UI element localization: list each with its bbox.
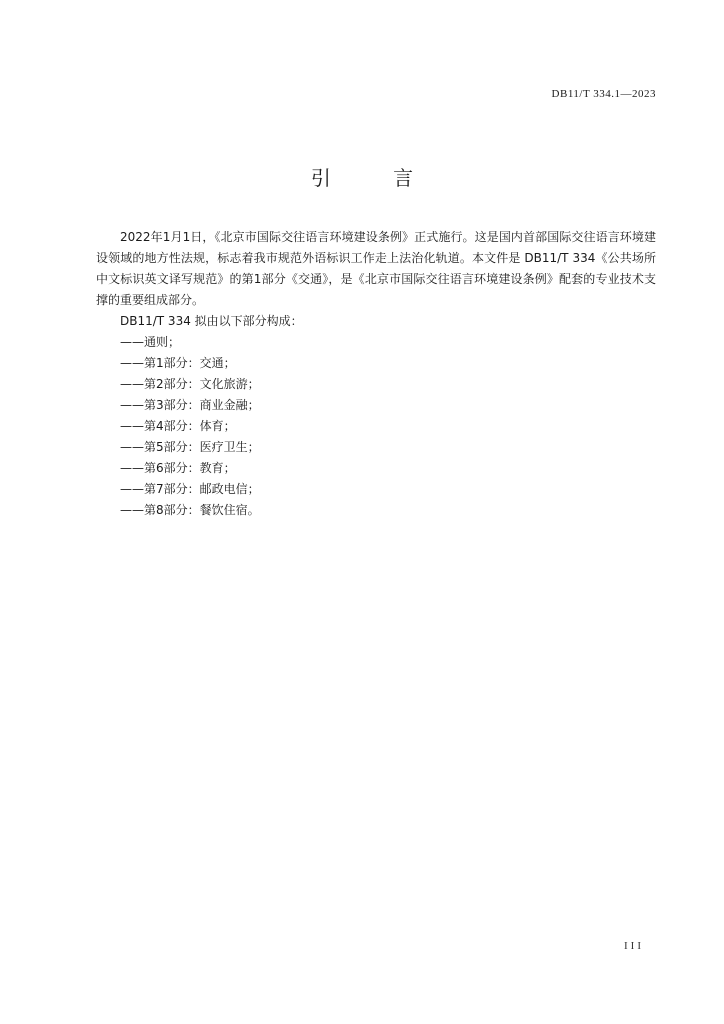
document-body	[96, 227, 656, 521]
parts-list	[96, 332, 656, 521]
list-item: ——第2部分：文化旅游；	[120, 377, 260, 391]
list-item: ——第7部分：邮政电信；	[120, 482, 260, 496]
list-item: ——第8部分：餐饮住宿。	[120, 503, 260, 517]
list-item: ——第1部分：交通；	[120, 356, 236, 370]
page-title: 引 言	[310, 166, 442, 190]
list-item: ——第3部分：商业金融；	[120, 398, 260, 412]
page-number: III	[624, 940, 644, 952]
list-item: ——第6部分：教育；	[120, 461, 236, 475]
intro-paragraph: 2022年1月1日，《北京市国际交往语言环境建设条例》正式施行。这是国内首部国际交往语言环境建设领域的地方性法规，标志着我市规范外语标识工作走上法治化轨道。本文件是 DB11/T 334《公共场所中文标识英文译写规范》的第1部分《交通》，是《北京市国际交往语言环境建设条例》配套的专业技术支撑的重要组成部分。	[96, 230, 656, 307]
list-item: ——第5部分：医疗卫生；	[120, 440, 260, 454]
list-item: ——第4部分：体育；	[120, 419, 236, 433]
list-item: ——通则；	[120, 335, 181, 349]
parts-intro-paragraph: DB11/T 334 拟由以下部分构成：	[120, 314, 303, 328]
document-code: DB11/T 334.1—2023	[551, 88, 656, 100]
